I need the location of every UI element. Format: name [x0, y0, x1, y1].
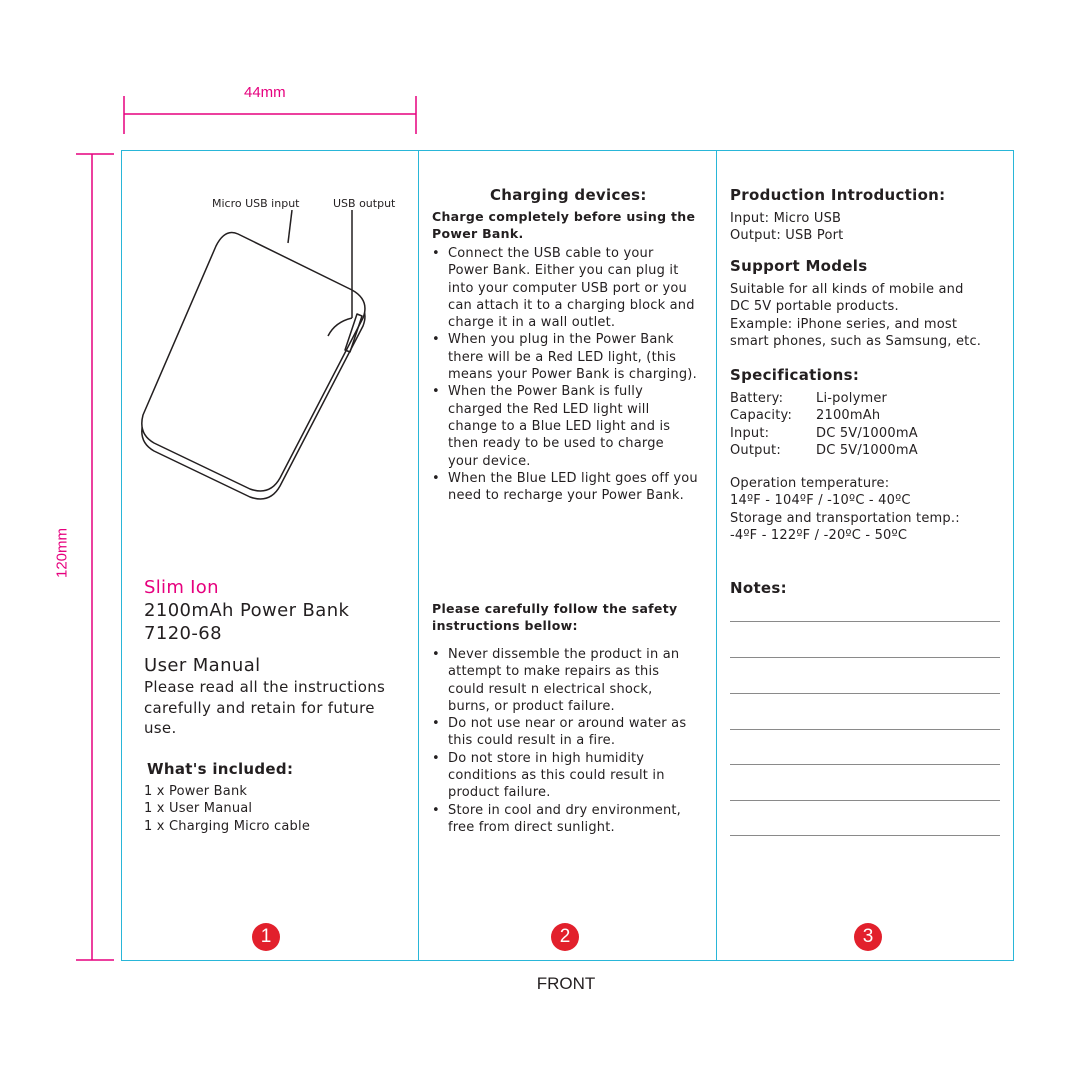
height-dimension-label: 120mm: [53, 527, 71, 579]
temperature-line: -4ºF - 122ºF / -20ºC - 50ºC: [730, 527, 908, 543]
callout-usb-output: USB output: [333, 197, 396, 210]
charging-step: • When the Blue LED light goes off you need to recharge your Power Bank.: [432, 470, 698, 505]
safety-item: • Do not use near or around water as this could result in a fire.: [432, 715, 698, 750]
callout-micro-usb-input: Micro USB input: [212, 197, 300, 210]
production-title: Production Introduction:: [730, 186, 946, 204]
page-number-3: 3: [854, 923, 882, 951]
production-line: Input: Micro USB: [730, 211, 842, 226]
included-title: What's included:: [147, 760, 294, 778]
included-item: 1 x Power Bank: [144, 784, 248, 799]
support-line: Suitable for all kinds of mobile and: [730, 282, 964, 297]
spec-key: Capacity:: [730, 408, 793, 424]
support-title: Support Models: [730, 257, 868, 275]
page-number-2: 2: [551, 923, 579, 951]
support-line: DC 5V portable products.: [730, 299, 899, 315]
spec-value: 2100mAh: [816, 408, 881, 424]
height-dimension-line: [70, 148, 120, 966]
spec-key: Input:: [730, 425, 770, 441]
spec-key: Output:: [730, 442, 781, 458]
temperature-line: Storage and transportation temp.:: [730, 510, 960, 526]
charging-subtitle: Charge completely before using the Power Bank.: [432, 209, 696, 241]
support-info: [730, 281, 981, 350]
charging-steps: [432, 245, 698, 504]
spec-value: DC 5V/1000mA: [816, 425, 918, 441]
width-dimension-label: 44mm: [244, 84, 286, 101]
spec-key: Battery:: [730, 391, 784, 406]
included-item: 1 x User Manual: [144, 801, 253, 817]
spec-row: [730, 425, 918, 442]
spec-row: [730, 407, 918, 424]
temperature-line: Operation temperature:: [730, 476, 890, 491]
safety-item: • Never dissemble the product in an attempt to make repairs as this could result n electrical shock, burns, or product failure.: [432, 646, 698, 715]
safety-instructions: [432, 646, 698, 836]
temperature-line: 14ºF - 104ºF / -10ºC - 40ºC: [730, 493, 911, 509]
front-label: FRONT: [536, 974, 596, 993]
production-info: [730, 210, 843, 245]
note-line: [730, 800, 1000, 801]
included-list: [144, 783, 310, 835]
note-line: [730, 657, 1000, 658]
safety-title: Please carefully follow the safety instructions bellow:: [432, 601, 678, 633]
spec-row: [730, 390, 918, 407]
manual-title: User Manual: [144, 655, 261, 676]
note-line: [730, 729, 1000, 730]
note-line: [730, 621, 1000, 622]
manual-intro: Please read all the instructions carefully and retain for future use.: [144, 678, 386, 737]
spec-table: [730, 390, 918, 459]
charging-step: • When you plug in the Power Bank there will be a Red LED light, (this means your Power Bank is charging).: [432, 331, 698, 383]
safety-item: • Store in cool and dry environment, free from direct sunlight.: [432, 802, 698, 837]
safety-item: • Do not store in high humidity conditions as this could result in product failure.: [432, 750, 698, 802]
support-line: Example: iPhone series, and most: [730, 316, 958, 332]
charging-title: Charging devices:: [490, 186, 647, 204]
included-item: 1 x Charging Micro cable: [144, 818, 311, 834]
production-line: Output: USB Port: [730, 228, 844, 244]
width-dimension-line: [118, 94, 422, 136]
brand-name: Slim Ion: [144, 577, 219, 598]
notes-title: Notes:: [730, 579, 787, 597]
note-line: [730, 693, 1000, 694]
charging-step: • Connect the USB cable to your Power Bank. Either you can plug it into your computer USB port or you can attach it to a charging block and charge it in a wall outlet.: [432, 245, 698, 331]
product-name: 2100mAh Power Bank: [144, 600, 350, 621]
model-number: 7120-68: [144, 623, 223, 644]
spec-row: [730, 442, 918, 459]
note-line: [730, 764, 1000, 765]
support-line: smart phones, such as Samsung, etc.: [730, 333, 982, 349]
power-bank-illustration: [130, 210, 390, 510]
note-line: [730, 835, 1000, 836]
charging-step: • When the Power Bank is fully charged the Red LED light will change to a Blue LED light and is then ready to be used to charge your device.: [432, 383, 698, 469]
spec-title: Specifications:: [730, 366, 860, 384]
spec-value: DC 5V/1000mA: [816, 442, 918, 458]
spec-value: Li-polymer: [816, 391, 888, 406]
page-number-1: 1: [252, 923, 280, 951]
temperature-info: [730, 475, 960, 544]
